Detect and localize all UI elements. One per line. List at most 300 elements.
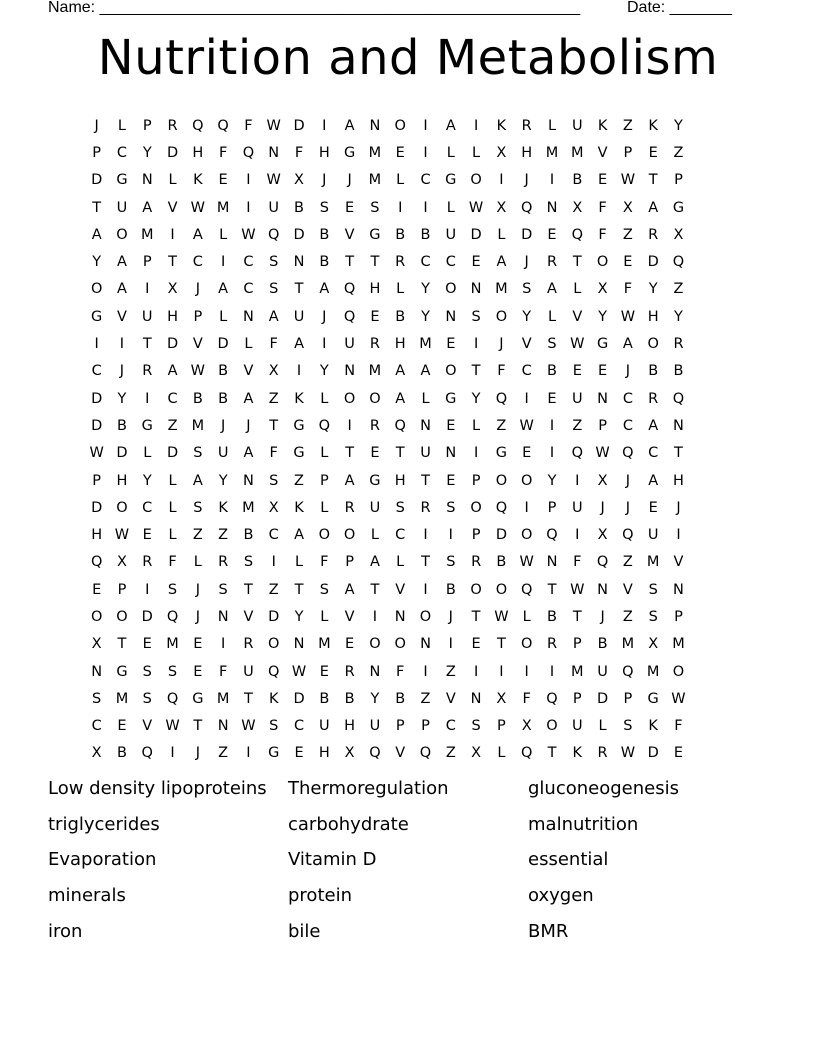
grid-cell[interactable]: I bbox=[145, 390, 150, 407]
grid-cell[interactable]: N bbox=[344, 363, 356, 380]
grid-cell[interactable]: E bbox=[294, 745, 304, 762]
grid-cell[interactable]: I bbox=[448, 636, 453, 653]
grid-cell[interactable]: I bbox=[322, 117, 327, 134]
grid-cell[interactable]: Z bbox=[294, 472, 304, 489]
grid-cell[interactable]: T bbox=[117, 636, 127, 653]
grid-cell[interactable]: J bbox=[676, 499, 681, 516]
grid-cell[interactable]: L bbox=[168, 472, 177, 489]
grid-cell[interactable]: V bbox=[395, 745, 406, 762]
grid-cell[interactable]: L bbox=[472, 144, 481, 161]
grid-cell[interactable]: Q bbox=[546, 690, 558, 707]
grid-cell[interactable]: B bbox=[420, 226, 431, 243]
grid-cell[interactable]: U bbox=[571, 390, 583, 407]
grid-cell[interactable]: O bbox=[520, 472, 533, 489]
grid-cell[interactable]: D bbox=[293, 117, 305, 134]
grid-cell[interactable]: E bbox=[471, 254, 481, 271]
grid-cell[interactable]: C bbox=[91, 718, 102, 735]
grid-cell[interactable]: O bbox=[268, 636, 280, 653]
grid-cell[interactable]: M bbox=[115, 690, 129, 707]
grid-cell[interactable]: B bbox=[319, 226, 330, 243]
grid-cell[interactable]: B bbox=[243, 527, 254, 544]
grid-cell[interactable]: Q bbox=[596, 554, 609, 571]
grid-cell[interactable]: T bbox=[345, 445, 355, 462]
grid-cell[interactable]: Q bbox=[166, 690, 179, 707]
grid-cell[interactable]: X bbox=[91, 636, 102, 653]
grid-cell[interactable]: S bbox=[471, 718, 481, 735]
grid-cell[interactable]: C bbox=[268, 527, 279, 544]
grid-cell[interactable]: A bbox=[192, 226, 203, 243]
grid-cell[interactable]: X bbox=[268, 363, 279, 380]
grid-cell[interactable]: D bbox=[647, 254, 659, 271]
grid-cell[interactable]: X bbox=[597, 281, 608, 298]
grid-cell[interactable]: A bbox=[445, 117, 456, 134]
grid-cell[interactable]: D bbox=[268, 608, 280, 625]
grid-cell[interactable]: R bbox=[243, 636, 254, 653]
grid-cell[interactable]: E bbox=[648, 144, 658, 161]
grid-cell[interactable]: O bbox=[495, 581, 508, 598]
grid-cell[interactable]: Q bbox=[622, 663, 634, 680]
grid-cell[interactable]: U bbox=[647, 527, 659, 544]
grid-cell[interactable]: T bbox=[168, 254, 177, 271]
grid-cell[interactable]: N bbox=[369, 117, 381, 134]
grid-cell[interactable]: V bbox=[344, 226, 355, 243]
grid-cell[interactable]: B bbox=[496, 554, 507, 571]
grid-cell[interactable]: D bbox=[91, 499, 103, 516]
grid-cell[interactable]: Z bbox=[218, 527, 229, 544]
grid-cell[interactable]: U bbox=[293, 308, 305, 325]
grid-cell[interactable]: B bbox=[116, 417, 127, 434]
grid-cell[interactable]: S bbox=[370, 199, 380, 216]
grid-cell[interactable]: X bbox=[572, 199, 583, 216]
grid-cell[interactable]: D bbox=[521, 226, 533, 243]
grid-cell[interactable]: J bbox=[322, 172, 327, 189]
grid-cell[interactable]: C bbox=[445, 254, 456, 271]
grid-cell[interactable]: L bbox=[396, 172, 405, 189]
grid-cell[interactable]: E bbox=[446, 472, 456, 489]
grid-cell[interactable]: G bbox=[445, 172, 457, 189]
grid-cell[interactable]: B bbox=[319, 690, 330, 707]
grid-cell[interactable]: S bbox=[142, 690, 152, 707]
grid-cell[interactable]: Y bbox=[598, 308, 608, 325]
grid-cell[interactable]: Z bbox=[445, 663, 456, 680]
grid-cell[interactable]: V bbox=[192, 336, 203, 353]
grid-cell[interactable]: I bbox=[423, 581, 428, 598]
grid-cell[interactable]: T bbox=[244, 581, 253, 598]
grid-cell[interactable]: O bbox=[596, 254, 609, 271]
grid-cell[interactable]: T bbox=[547, 581, 557, 598]
grid-cell[interactable]: S bbox=[319, 199, 329, 216]
grid-cell[interactable]: N bbox=[394, 608, 406, 625]
grid-cell[interactable]: T bbox=[345, 254, 355, 271]
grid-cell[interactable]: U bbox=[420, 445, 431, 462]
grid-cell[interactable]: J bbox=[195, 281, 200, 298]
grid-cell[interactable]: H bbox=[344, 718, 356, 735]
grid-cell[interactable]: P bbox=[572, 636, 582, 653]
grid-cell[interactable]: I bbox=[423, 663, 428, 680]
grid-cell[interactable]: L bbox=[219, 226, 228, 243]
grid-cell[interactable]: B bbox=[218, 363, 229, 380]
grid-cell[interactable]: Q bbox=[520, 745, 533, 762]
grid-cell[interactable]: W bbox=[620, 172, 636, 189]
grid-cell[interactable]: B bbox=[597, 636, 608, 653]
grid-cell[interactable]: L bbox=[497, 226, 506, 243]
grid-cell[interactable]: T bbox=[92, 199, 102, 216]
grid-cell[interactable]: G bbox=[343, 144, 356, 161]
grid-cell[interactable]: T bbox=[294, 281, 304, 298]
grid-cell[interactable]: Y bbox=[471, 390, 481, 407]
grid-cell[interactable]: S bbox=[193, 499, 203, 516]
grid-cell[interactable]: Y bbox=[648, 281, 658, 298]
grid-cell[interactable]: W bbox=[620, 308, 636, 325]
grid-cell[interactable]: L bbox=[446, 199, 455, 216]
grid-cell[interactable]: E bbox=[598, 363, 608, 380]
grid-cell[interactable]: U bbox=[571, 718, 583, 735]
grid-cell[interactable]: T bbox=[572, 608, 582, 625]
grid-cell[interactable]: Q bbox=[571, 226, 583, 243]
grid-cell[interactable]: P bbox=[345, 554, 354, 571]
grid-cell[interactable]: J bbox=[600, 608, 605, 625]
grid-cell[interactable]: O bbox=[445, 363, 457, 380]
grid-cell[interactable]: I bbox=[524, 390, 529, 407]
grid-cell[interactable]: E bbox=[319, 663, 329, 680]
grid-cell[interactable]: A bbox=[496, 254, 507, 271]
grid-cell[interactable]: G bbox=[672, 199, 685, 216]
grid-cell[interactable]: S bbox=[471, 308, 481, 325]
grid-cell[interactable]: N bbox=[445, 445, 457, 462]
date-field[interactable]: Date: _______ bbox=[627, 0, 732, 16]
grid-cell[interactable]: A bbox=[243, 445, 254, 462]
grid-cell[interactable]: J bbox=[94, 117, 99, 134]
grid-cell[interactable]: C bbox=[395, 527, 406, 544]
grid-cell[interactable]: L bbox=[168, 499, 177, 516]
grid-cell[interactable]: T bbox=[142, 336, 152, 353]
grid-cell[interactable]: N bbox=[597, 581, 609, 598]
grid-cell[interactable]: D bbox=[217, 336, 229, 353]
grid-cell[interactable]: L bbox=[472, 417, 481, 434]
grid-cell[interactable]: O bbox=[116, 226, 128, 243]
grid-cell[interactable]: O bbox=[394, 117, 406, 134]
grid-cell[interactable]: C bbox=[420, 172, 431, 189]
grid-cell[interactable]: L bbox=[370, 527, 379, 544]
grid-cell[interactable]: F bbox=[218, 663, 228, 680]
grid-cell[interactable]: S bbox=[648, 581, 658, 598]
grid-cell[interactable]: G bbox=[445, 390, 457, 407]
grid-cell[interactable]: P bbox=[471, 527, 481, 544]
grid-cell[interactable]: R bbox=[673, 336, 684, 353]
grid-cell[interactable]: L bbox=[396, 554, 405, 571]
grid-cell[interactable]: Z bbox=[622, 226, 633, 243]
grid-cell[interactable]: J bbox=[524, 172, 529, 189]
grid-cell[interactable]: L bbox=[446, 144, 455, 161]
grid-cell[interactable]: V bbox=[673, 554, 684, 571]
grid-cell[interactable]: R bbox=[218, 554, 229, 571]
grid-cell[interactable]: T bbox=[370, 581, 380, 598]
grid-cell[interactable]: I bbox=[524, 663, 529, 680]
grid-cell[interactable]: W bbox=[190, 199, 205, 216]
grid-cell[interactable]: X bbox=[116, 554, 127, 571]
grid-cell[interactable]: A bbox=[243, 390, 254, 407]
grid-cell[interactable]: Q bbox=[268, 663, 280, 680]
grid-cell[interactable]: K bbox=[572, 745, 583, 762]
grid-cell[interactable]: T bbox=[421, 554, 430, 571]
grid-cell[interactable]: D bbox=[470, 226, 482, 243]
grid-cell[interactable]: I bbox=[94, 336, 99, 353]
grid-cell[interactable]: J bbox=[524, 254, 529, 271]
grid-cell[interactable]: F bbox=[623, 281, 633, 298]
grid-cell[interactable]: S bbox=[319, 581, 329, 598]
grid-cell[interactable]: Y bbox=[421, 308, 430, 325]
grid-cell[interactable]: Q bbox=[192, 117, 204, 134]
grid-cell[interactable]: L bbox=[573, 281, 582, 298]
grid-cell[interactable]: N bbox=[673, 417, 684, 434]
grid-cell[interactable]: P bbox=[117, 581, 127, 598]
grid-cell[interactable]: V bbox=[395, 581, 406, 598]
grid-cell[interactable]: N bbox=[470, 690, 482, 707]
grid-cell[interactable]: I bbox=[296, 363, 302, 380]
grid-cell[interactable]: M bbox=[166, 636, 179, 653]
grid-cell[interactable]: J bbox=[322, 308, 327, 325]
grid-cell[interactable]: E bbox=[471, 636, 481, 653]
grid-cell[interactable]: M bbox=[368, 363, 382, 380]
grid-cell[interactable]: L bbox=[193, 554, 202, 571]
grid-cell[interactable]: R bbox=[597, 745, 608, 762]
grid-cell[interactable]: L bbox=[244, 336, 253, 353]
grid-cell[interactable]: T bbox=[421, 472, 430, 489]
grid-cell[interactable]: R bbox=[521, 117, 532, 134]
grid-cell[interactable]: S bbox=[269, 472, 279, 489]
grid-cell[interactable]: S bbox=[193, 445, 203, 462]
grid-cell[interactable]: U bbox=[116, 199, 128, 216]
grid-cell[interactable]: M bbox=[545, 144, 559, 161]
grid-cell[interactable]: C bbox=[142, 499, 153, 516]
grid-cell[interactable]: P bbox=[674, 608, 683, 625]
grid-cell[interactable]: V bbox=[597, 144, 608, 161]
grid-cell[interactable]: P bbox=[623, 690, 633, 707]
grid-cell[interactable]: W bbox=[570, 336, 585, 353]
grid-cell[interactable]: Z bbox=[496, 417, 507, 434]
grid-cell[interactable]: L bbox=[320, 608, 329, 625]
grid-cell[interactable]: R bbox=[546, 254, 558, 271]
grid-cell[interactable]: B bbox=[116, 745, 127, 762]
grid-cell[interactable]: B bbox=[344, 690, 355, 707]
grid-cell[interactable]: K bbox=[496, 117, 507, 134]
grid-cell[interactable]: E bbox=[673, 745, 684, 762]
grid-cell[interactable]: Q bbox=[571, 445, 583, 462]
grid-cell[interactable]: I bbox=[549, 172, 555, 189]
grid-cell[interactable]: G bbox=[116, 172, 128, 189]
grid-cell[interactable]: N bbox=[420, 417, 431, 434]
grid-cell[interactable]: W bbox=[241, 226, 256, 243]
grid-cell[interactable]: N bbox=[293, 636, 305, 653]
grid-cell[interactable]: I bbox=[549, 445, 555, 462]
grid-cell[interactable]: I bbox=[220, 254, 226, 271]
grid-cell[interactable]: O bbox=[394, 636, 406, 653]
grid-cell[interactable]: S bbox=[648, 608, 658, 625]
grid-cell[interactable]: R bbox=[648, 226, 659, 243]
grid-cell[interactable]: B bbox=[673, 363, 684, 380]
grid-cell[interactable]: G bbox=[268, 745, 280, 762]
grid-cell[interactable]: R bbox=[167, 117, 178, 134]
grid-cell[interactable]: S bbox=[142, 663, 152, 680]
grid-cell[interactable]: C bbox=[622, 390, 633, 407]
grid-cell[interactable]: N bbox=[91, 663, 103, 680]
grid-cell[interactable]: M bbox=[368, 172, 382, 189]
grid-cell[interactable]: T bbox=[572, 254, 582, 271]
grid-cell[interactable]: I bbox=[473, 117, 479, 134]
grid-cell[interactable]: Q bbox=[318, 417, 331, 434]
grid-cell[interactable]: C bbox=[521, 363, 532, 380]
grid-cell[interactable]: E bbox=[370, 308, 380, 325]
grid-cell[interactable]: L bbox=[143, 445, 152, 462]
grid-cell[interactable]: K bbox=[193, 172, 203, 189]
grid-cell[interactable]: B bbox=[445, 581, 456, 598]
grid-cell[interactable]: Y bbox=[218, 472, 228, 489]
grid-cell[interactable]: N bbox=[268, 144, 280, 161]
grid-cell[interactable]: Q bbox=[622, 445, 634, 462]
grid-cell[interactable]: J bbox=[499, 336, 504, 353]
grid-cell[interactable]: F bbox=[294, 144, 304, 161]
grid-cell[interactable]: C bbox=[445, 718, 456, 735]
grid-cell[interactable]: T bbox=[370, 254, 380, 271]
grid-cell[interactable]: K bbox=[648, 117, 658, 134]
grid-cell[interactable]: E bbox=[345, 199, 355, 216]
grid-cell[interactable]: D bbox=[293, 690, 305, 707]
grid-cell[interactable]: W bbox=[519, 554, 534, 571]
grid-cell[interactable]: V bbox=[572, 308, 583, 325]
grid-cell[interactable]: F bbox=[320, 554, 329, 571]
grid-cell[interactable]: E bbox=[446, 336, 456, 353]
grid-cell[interactable]: R bbox=[471, 554, 482, 571]
grid-cell[interactable]: O bbox=[470, 499, 482, 516]
grid-cell[interactable]: A bbox=[369, 554, 380, 571]
grid-cell[interactable]: O bbox=[369, 390, 381, 407]
grid-cell[interactable]: A bbox=[294, 336, 304, 353]
grid-cell[interactable]: J bbox=[448, 608, 453, 625]
grid-cell[interactable]: H bbox=[394, 336, 406, 353]
grid-cell[interactable]: I bbox=[347, 417, 352, 434]
grid-cell[interactable]: T bbox=[395, 445, 405, 462]
grid-cell[interactable]: I bbox=[524, 499, 529, 516]
grid-cell[interactable]: W bbox=[165, 718, 180, 735]
grid-cell[interactable]: I bbox=[170, 745, 175, 762]
grid-cell[interactable]: N bbox=[217, 718, 229, 735]
grid-cell[interactable]: Z bbox=[167, 417, 178, 434]
grid-cell[interactable]: L bbox=[522, 608, 531, 625]
grid-cell[interactable]: I bbox=[246, 172, 251, 189]
grid-cell[interactable]: B bbox=[547, 363, 557, 380]
grid-cell[interactable]: F bbox=[269, 336, 278, 353]
grid-cell[interactable]: W bbox=[468, 199, 484, 216]
grid-cell[interactable]: A bbox=[192, 472, 203, 489]
grid-cell[interactable]: L bbox=[219, 308, 228, 325]
grid-cell[interactable]: M bbox=[191, 417, 205, 434]
grid-cell[interactable]: D bbox=[116, 445, 128, 462]
grid-cell[interactable]: D bbox=[166, 336, 179, 353]
grid-cell[interactable]: X bbox=[496, 199, 507, 216]
grid-cell[interactable]: I bbox=[423, 199, 428, 216]
grid-cell[interactable]: T bbox=[648, 172, 658, 189]
grid-cell[interactable]: G bbox=[293, 417, 305, 434]
grid-cell[interactable]: E bbox=[623, 254, 633, 271]
grid-cell[interactable]: E bbox=[117, 718, 127, 735]
grid-cell[interactable]: U bbox=[597, 663, 608, 680]
grid-cell[interactable]: W bbox=[671, 690, 686, 707]
grid-cell[interactable]: P bbox=[674, 172, 683, 189]
grid-cell[interactable]: O bbox=[647, 336, 659, 353]
grid-cell[interactable]: W bbox=[291, 663, 307, 680]
grid-cell[interactable]: Q bbox=[217, 117, 229, 134]
grid-cell[interactable]: A bbox=[344, 117, 355, 134]
grid-cell[interactable]: W bbox=[190, 363, 205, 380]
grid-cell[interactable]: K bbox=[294, 499, 304, 516]
grid-cell[interactable]: T bbox=[496, 636, 506, 653]
grid-cell[interactable]: F bbox=[396, 663, 405, 680]
grid-cell[interactable]: B bbox=[319, 254, 330, 271]
grid-cell[interactable]: I bbox=[448, 527, 453, 544]
grid-cell[interactable]: Q bbox=[419, 745, 432, 762]
grid-cell[interactable]: J bbox=[600, 499, 605, 516]
grid-cell[interactable]: O bbox=[343, 390, 356, 407]
grid-cell[interactable]: L bbox=[168, 527, 177, 544]
grid-cell[interactable]: E bbox=[547, 390, 557, 407]
grid-cell[interactable]: E bbox=[572, 363, 582, 380]
grid-cell[interactable]: L bbox=[294, 554, 304, 571]
grid-cell[interactable]: Q bbox=[520, 199, 533, 216]
grid-cell[interactable]: L bbox=[547, 308, 557, 325]
grid-cell[interactable]: P bbox=[193, 308, 203, 325]
name-field[interactable]: Name: ______________________________________________________ bbox=[48, 0, 581, 16]
grid-cell[interactable]: L bbox=[421, 390, 430, 407]
grid-cell[interactable]: N bbox=[243, 472, 254, 489]
grid-cell[interactable]: J bbox=[246, 417, 251, 434]
grid-cell[interactable]: T bbox=[294, 581, 304, 598]
grid-cell[interactable]: I bbox=[372, 608, 378, 625]
grid-cell[interactable]: V bbox=[445, 690, 456, 707]
grid-cell[interactable]: M bbox=[646, 663, 660, 680]
grid-cell[interactable]: H bbox=[673, 472, 684, 489]
grid-cell[interactable]: M bbox=[318, 636, 331, 653]
grid-cell[interactable]: W bbox=[620, 745, 636, 762]
grid-cell[interactable]: A bbox=[622, 336, 633, 353]
grid-cell[interactable]: U bbox=[571, 499, 583, 516]
grid-cell[interactable]: I bbox=[145, 581, 150, 598]
grid-cell[interactable]: P bbox=[471, 472, 481, 489]
grid-cell[interactable]: P bbox=[572, 690, 582, 707]
grid-cell[interactable]: R bbox=[395, 254, 406, 271]
grid-cell[interactable]: N bbox=[243, 308, 254, 325]
grid-cell[interactable]: G bbox=[369, 472, 381, 489]
grid-cell[interactable]: Q bbox=[394, 417, 406, 434]
grid-cell[interactable]: L bbox=[320, 390, 329, 407]
grid-cell[interactable]: L bbox=[396, 281, 405, 298]
grid-cell[interactable]: O bbox=[520, 527, 533, 544]
grid-cell[interactable]: E bbox=[446, 417, 456, 434]
grid-cell[interactable]: H bbox=[318, 144, 330, 161]
grid-cell[interactable]: S bbox=[269, 718, 279, 735]
grid-cell[interactable]: G bbox=[141, 417, 153, 434]
grid-cell[interactable]: X bbox=[673, 226, 684, 243]
grid-cell[interactable]: Y bbox=[674, 308, 683, 325]
grid-cell[interactable]: I bbox=[473, 663, 479, 680]
grid-cell[interactable]: C bbox=[648, 445, 659, 462]
grid-cell[interactable]: H bbox=[394, 472, 406, 489]
grid-cell[interactable]: F bbox=[598, 226, 607, 243]
grid-cell[interactable]: O bbox=[116, 608, 128, 625]
grid-cell[interactable]: G bbox=[596, 336, 609, 353]
grid-cell[interactable]: D bbox=[293, 226, 305, 243]
grid-cell[interactable]: W bbox=[241, 718, 256, 735]
grid-cell[interactable]: U bbox=[369, 499, 381, 516]
